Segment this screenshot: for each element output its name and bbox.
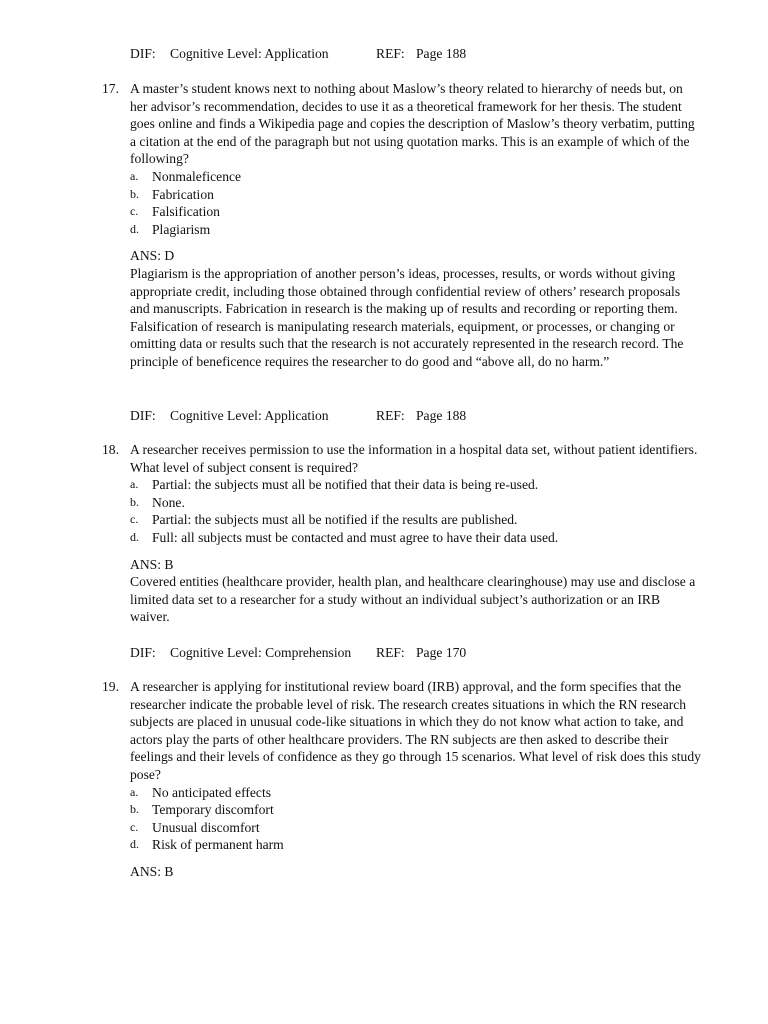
ref-label: REF: xyxy=(376,645,405,660)
q18-dif-ref-line xyxy=(130,644,466,662)
answer-options xyxy=(130,784,702,854)
rationale: Covered entities (healthcare provider, health plan, and healthcare clearinghouse) may use and disclose a limited data set to a researcher for a study without an individual subject’s authorization or an IRB waiver. xyxy=(130,574,696,625)
dif-value: Cognitive Level: Application xyxy=(170,46,329,61)
option-c: c. Falsification xyxy=(130,204,220,220)
ref-label: REF: xyxy=(376,408,405,423)
option-a: a. No anticipated effects xyxy=(130,784,272,800)
option-a: a. Partial: the subjects must all be notified that their data is being re-used. xyxy=(130,477,539,493)
dif-label: DIF: xyxy=(130,645,156,660)
question-stem: A master’s student knows next to nothing about Maslow’s theory related to hierarchy of needs but, on her advisor’s recommendation, decides to use it as a theoretical framework for her thesis. The student goes online and finds a Wikipedia page and copies the description of Maslow’s theory verbatim, putting a citation at the end of the paragraph but not using quotation marks. This is an example of which of the following? xyxy=(130,81,695,167)
option-b: b. None. xyxy=(130,494,185,510)
ref-value: Page 170 xyxy=(416,645,467,660)
answer-key: ANS: B xyxy=(130,863,174,879)
option-b: b. Temporary discomfort xyxy=(130,802,274,818)
option-a: a. Nonmaleficence xyxy=(130,168,242,184)
question-number: 19. xyxy=(102,679,119,694)
ref-label: REF: xyxy=(376,46,405,61)
option-d: d. Plagiarism xyxy=(130,221,211,237)
answer-options xyxy=(130,168,702,238)
question-stem: A researcher receives permission to use the information in a hospital data set, without patient identifiers. What level of subject consent is required? xyxy=(130,442,698,475)
option-d: d. Full: all subjects must be contacted and must agree to have their data used. xyxy=(130,529,559,545)
answer-options xyxy=(130,476,702,546)
top-dif-ref-line xyxy=(130,45,466,63)
question-stem: A researcher is applying for institutional review board (IRB) approval, and the form specifies that the researcher indicate the probable level of risk. The research creates situations in which the RN research subjects are placed in unusual code-like situations in which they do not know what action to take, and actors play the parts of other healthcare providers. The RN subjects are then asked to describe their feelings and their levels of confidence as they go through 15 scenarios. What level of risk does this study pose? xyxy=(130,679,701,782)
option-c: c. Partial: the subjects must all be notified if the results are published. xyxy=(130,512,518,528)
question-number: 18. xyxy=(102,442,119,457)
ref-value: Page 188 xyxy=(416,408,467,423)
rationale: Plagiarism is the appropriation of another person’s ideas, processes, results, or words without giving appropriate credit, including those obtained through confidential review of others’ research proposals and manuscripts. Fabrication in research is the making up of results and recording or reporting them. Falsification of research is manipulating research materials, equipment, or processes, or changing or omitting data or results such that the research is not accurately represented in the research record. The principle of beneficence requires the researcher to do good and “above all, do no harm.” xyxy=(130,265,684,369)
dif-value: Cognitive Level: Application xyxy=(170,408,329,423)
option-d: d. Risk of permanent harm xyxy=(130,837,284,853)
answer-key: ANS: D xyxy=(130,248,175,264)
q17-dif-ref-line xyxy=(130,407,466,425)
ref-value: Page 188 xyxy=(416,46,467,61)
option-c: c. Unusual discomfort xyxy=(130,819,260,835)
option-b: b. Fabrication xyxy=(130,186,214,202)
dif-label: DIF: xyxy=(130,408,156,423)
question-number: 17. xyxy=(102,81,119,96)
dif-value: Cognitive Level: Comprehension xyxy=(170,645,352,660)
answer-key: ANS: B xyxy=(130,556,174,572)
dif-label: DIF: xyxy=(130,46,156,61)
